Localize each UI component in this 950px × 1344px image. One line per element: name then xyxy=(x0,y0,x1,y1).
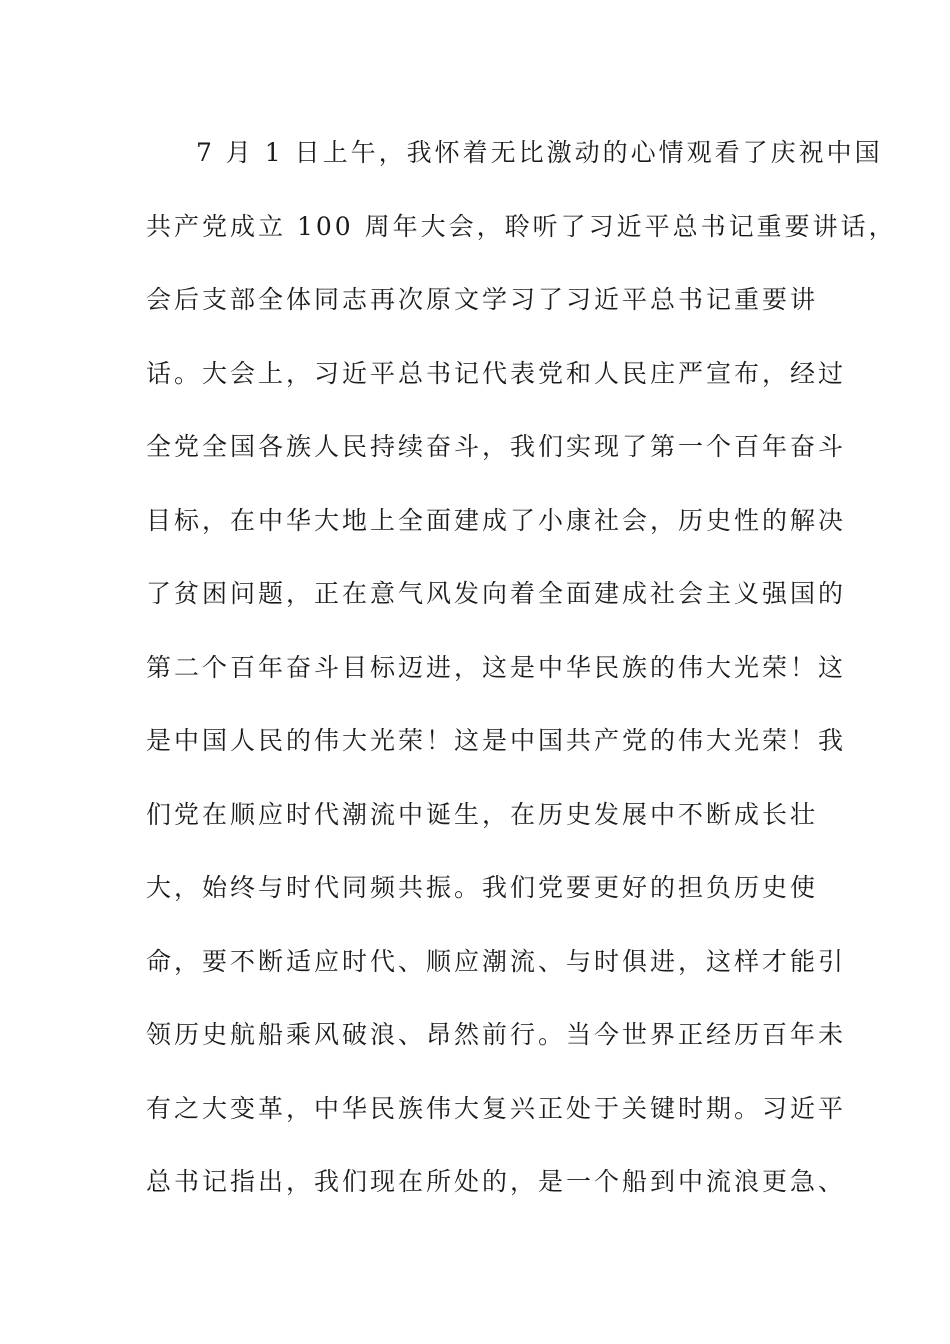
text-line-1: 7 月 1 日上午，我怀着无比激动的心情观看了庆祝中国 xyxy=(196,138,883,167)
text-line-9: 是中国人民的伟大光荣！这是中国共产党的伟大光荣！我 xyxy=(146,726,847,755)
text-line-13: 领历史航船乘风破浪、昂然前行。当今世界正经历百年未 xyxy=(146,1020,847,1049)
text-line-3: 会后支部全体同志再次原文学习了习近平总书记重要讲 xyxy=(146,285,819,314)
text-line-4: 话。大会上，习近平总书记代表党和人民庄严宣布，经过 xyxy=(146,358,847,388)
text-line-5: 全党全国各族人民持续奋斗，我们实现了第一个百年奋斗 xyxy=(146,432,847,461)
body-paragraph xyxy=(146,130,897,1233)
text-line-11: 大，始终与时代同频共振。我们党要更好的担负历史使 xyxy=(146,873,819,902)
text-line-6: 目标，在中华大地上全面建成了小康社会，历史性的解决 xyxy=(146,505,847,535)
text-line-7: 了贫困问题，正在意气风发向着全面建成社会主义强国的 xyxy=(146,579,847,608)
text-line-15: 总书记指出，我们现在所处的，是一个船到中流浪更急、 xyxy=(146,1167,847,1196)
text-line-10: 们党在顺应时代潮流中诞生，在历史发展中不断成长壮 xyxy=(146,799,819,829)
text-line-14: 有之大变革，中华民族伟大复兴正处于关键时期。习近平 xyxy=(146,1093,847,1123)
text-line-2: 共产党成立 100 周年大会，聆听了习近平总书记重要讲话， xyxy=(146,211,897,241)
text-line-8: 第二个百年奋斗目标迈进，这是中华民族的伟大光荣！这 xyxy=(146,652,847,682)
text-line-12: 命，要不断适应时代、顺应潮流、与时俱进，这样才能引 xyxy=(146,946,847,976)
